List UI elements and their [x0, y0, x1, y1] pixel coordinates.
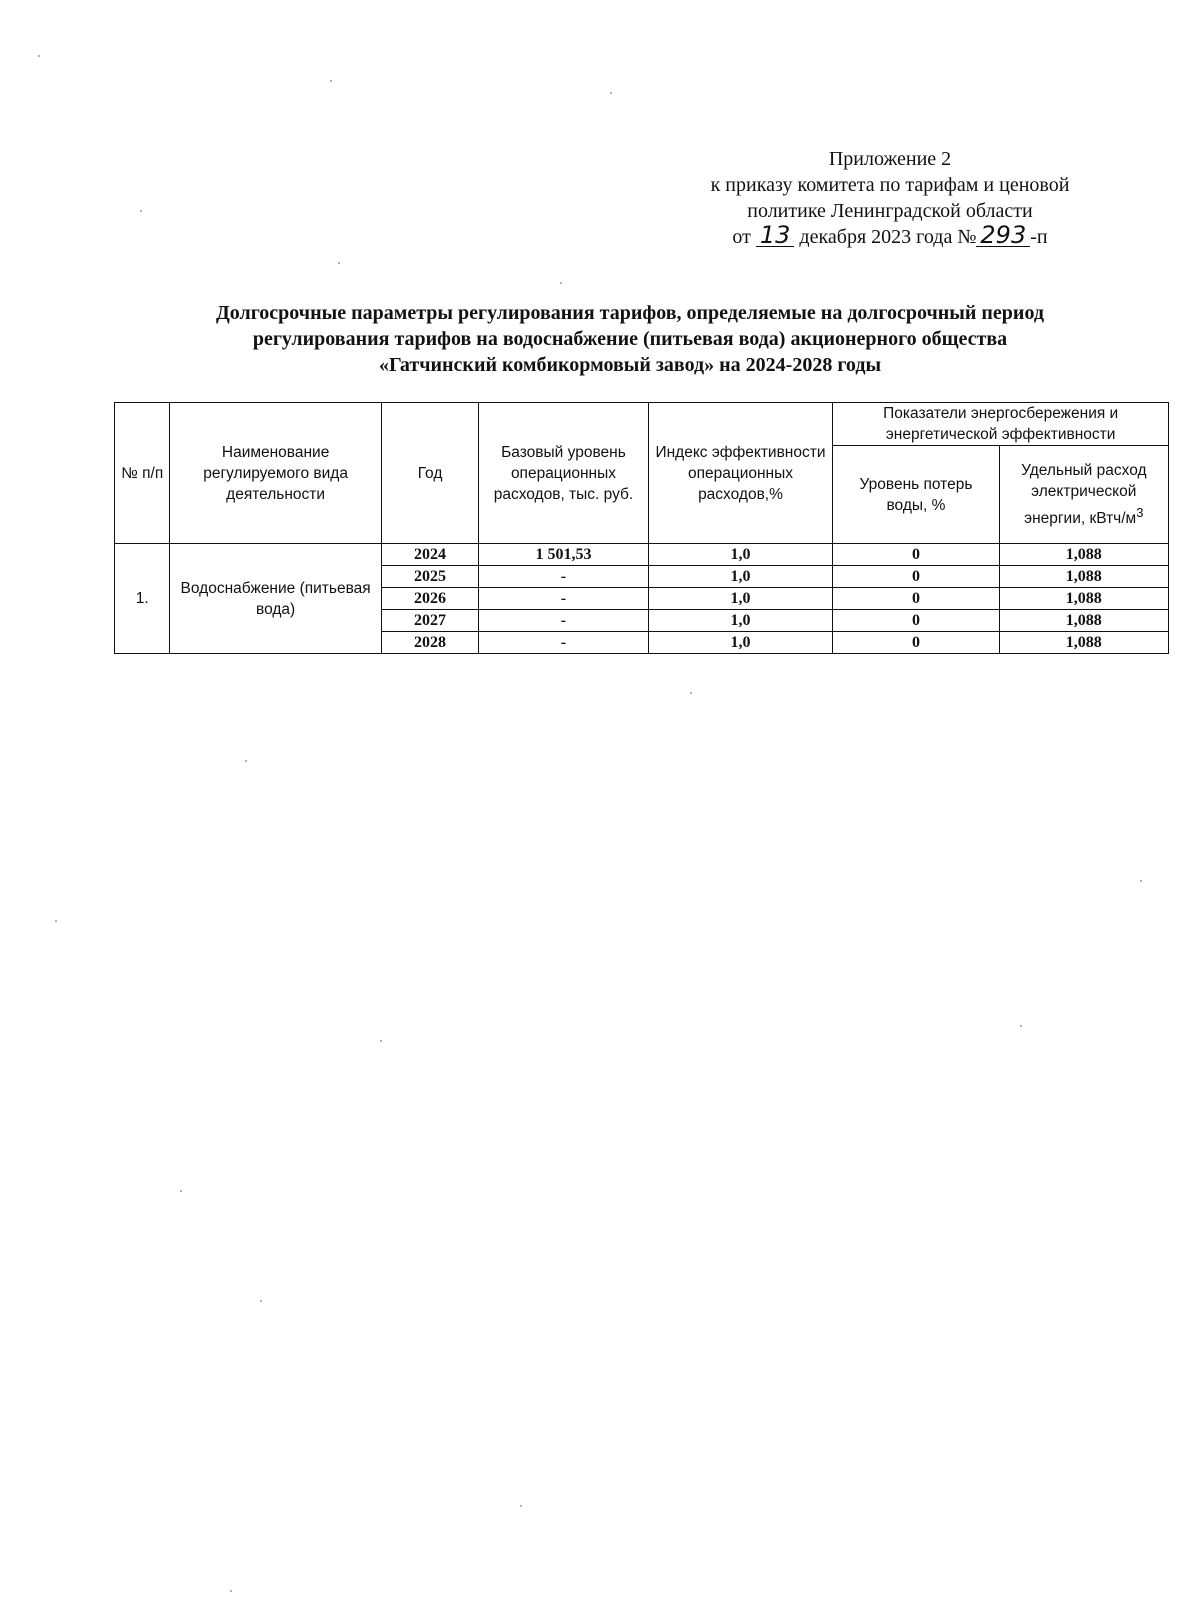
cell-energy-consumption: 1,088	[999, 588, 1168, 610]
scan-speck	[1140, 880, 1142, 882]
title-line-2: регулирования тарифов на водоснабжение (питьевая вода) акционерного общества	[252, 328, 1008, 350]
header-activity: Наименование регулируемого вида деятельности	[170, 403, 381, 544]
header-energy-text: Удельный расход электрической энергии, кВтч/м	[1021, 461, 1147, 528]
cell-water-loss: 0	[833, 632, 999, 654]
cell-water-loss: 0	[833, 588, 999, 610]
scan-speck	[260, 1300, 262, 1302]
cell-water-loss: 0	[833, 566, 999, 588]
scan-speck	[560, 282, 562, 284]
date-prefix: от	[732, 226, 751, 248]
cell-base-level: -	[479, 588, 648, 610]
scan-speck	[245, 760, 247, 762]
appendix-date-line	[640, 221, 1140, 250]
handwritten-order-number: 293	[976, 224, 1030, 247]
cell-efficiency-index: 1,0	[648, 610, 833, 632]
appendix-header	[640, 146, 1140, 250]
header-energy-consumption	[999, 446, 1168, 544]
header-energy-superscript: 3	[1136, 504, 1144, 520]
header-base-level: Базовый уровень операционных расходов, тыс. руб.	[479, 403, 648, 544]
header-num: № п/п	[115, 403, 170, 544]
cell-energy-consumption: 1,088	[999, 544, 1168, 566]
cell-year: 2024	[381, 544, 478, 566]
cell-base-level: -	[479, 566, 648, 588]
cell-year: 2025	[381, 566, 478, 588]
appendix-line-2: к приказу комитета по тарифам и ценовой	[710, 174, 1070, 196]
scan-speck	[520, 1505, 522, 1507]
activity-name: Водоснабжение (питьевая вода)	[170, 544, 381, 654]
cell-water-loss: 0	[833, 610, 999, 632]
title-line-3: «Гатчинский комбикормовый завод» на 2024-2028 годы	[378, 354, 882, 376]
cell-energy-consumption: 1,088	[999, 610, 1168, 632]
cell-efficiency-index: 1,0	[648, 566, 833, 588]
cell-energy-consumption: 1,088	[999, 632, 1168, 654]
scan-speck	[180, 1190, 182, 1192]
handwritten-day: 13	[756, 224, 795, 247]
scan-speck	[690, 692, 692, 694]
scan-speck	[330, 80, 332, 82]
title-line-1: Долгосрочные параметры регулирования тарифов, определяемые на долгосрочный период	[216, 302, 1044, 324]
cell-energy-consumption: 1,088	[999, 566, 1168, 588]
cell-efficiency-index: 1,0	[648, 588, 833, 610]
cell-year: 2027	[381, 610, 478, 632]
cell-base-level: 1 501,53	[479, 544, 648, 566]
parameters-table	[114, 402, 1169, 654]
header-year: Год	[381, 403, 478, 544]
scan-speck	[1020, 1025, 1022, 1027]
cell-year: 2028	[381, 632, 478, 654]
cell-year: 2026	[381, 588, 478, 610]
cell-base-level: -	[479, 610, 648, 632]
cell-base-level: -	[479, 632, 648, 654]
table-row	[115, 544, 1169, 566]
scan-speck	[338, 262, 340, 264]
header-efficiency-index: Индекс эффективности операционных расходов,%	[648, 403, 833, 544]
appendix-line-3: политике Ленинградской области	[747, 200, 1033, 222]
cell-efficiency-index: 1,0	[648, 632, 833, 654]
scan-speck	[38, 55, 40, 57]
document-title	[100, 300, 1160, 378]
header-energy-group: Показатели энергосбережения и энергетической эффективности	[833, 403, 1169, 446]
scan-speck	[55, 920, 57, 922]
header-water-loss: Уровень потерь воды, %	[833, 446, 999, 544]
scan-speck	[380, 1040, 382, 1042]
scan-speck	[140, 210, 142, 212]
date-middle: декабря 2023 года №	[799, 226, 977, 248]
order-suffix: -п	[1030, 226, 1048, 248]
cell-efficiency-index: 1,0	[648, 544, 833, 566]
scan-speck	[230, 1590, 232, 1592]
item-number: 1.	[115, 544, 170, 654]
scan-speck	[610, 92, 612, 94]
cell-water-loss: 0	[833, 544, 999, 566]
appendix-line-1: Приложение 2	[828, 148, 952, 170]
